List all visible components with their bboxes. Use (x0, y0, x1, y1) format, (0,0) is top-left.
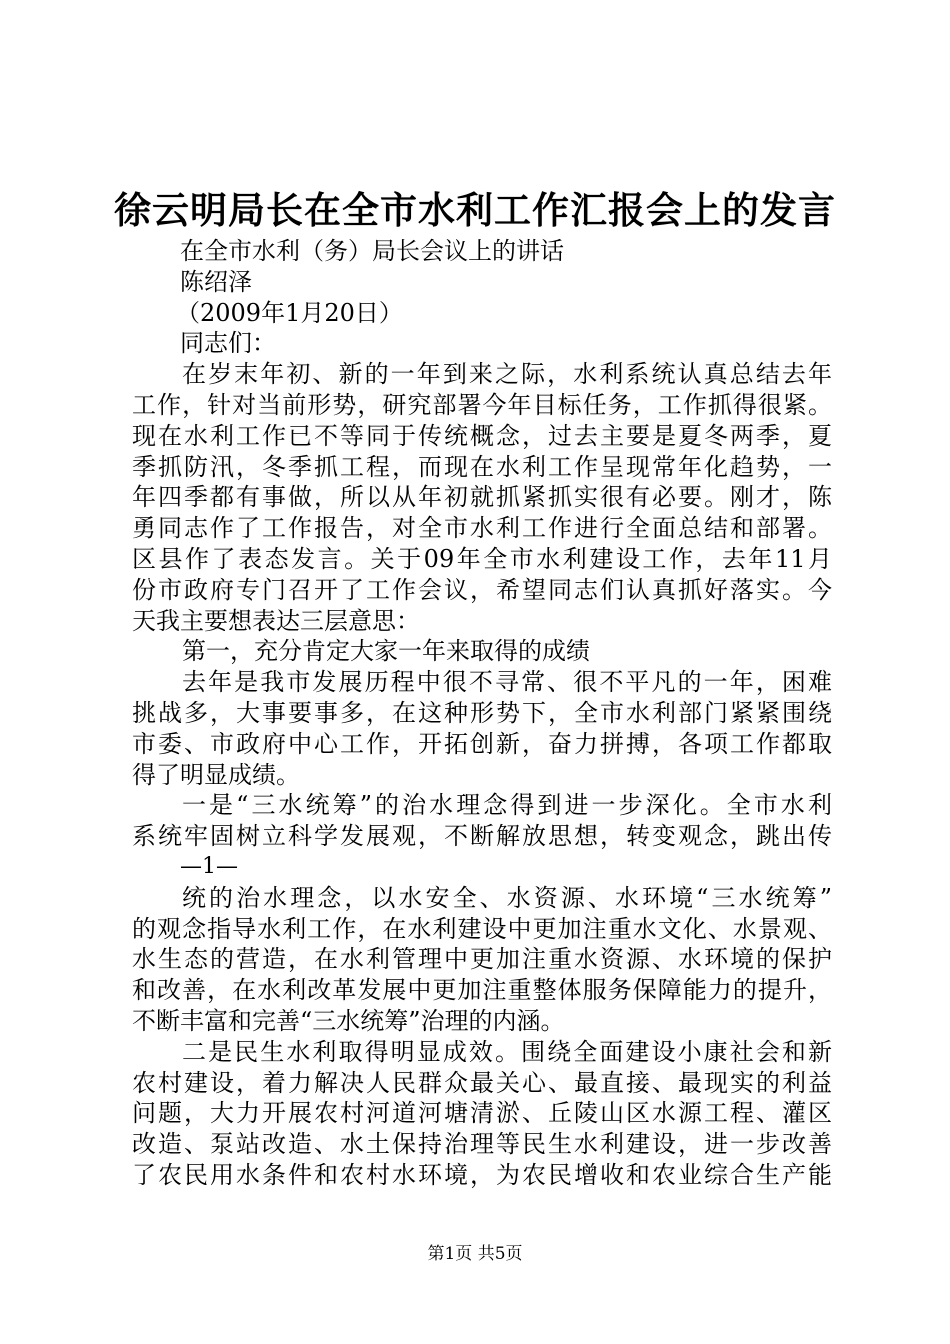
paragraph-line: 一是“三水统筹”的治水理念得到进一步深化。全市水利 (182, 791, 832, 820)
document-body (132, 236, 832, 1191)
salutation-line: 同志们： (180, 329, 276, 358)
paragraph-line: 工作，针对当前形势，研究部署今年目标任务，工作抓得很紧。 (132, 390, 832, 419)
paragraph-line: 改造、泵站改造、水土保持治理等民生水利建设，进一步改善 (132, 1130, 832, 1159)
paragraph-line: 挑战多，大事要事多，在这种形势下，全市水利部门紧紧围绕 (132, 698, 832, 727)
paragraph-line: 系统牢固树立科学发展观，不断解放思想，转变观念，跳出传 (132, 822, 832, 851)
paragraph-line: 了农民用水条件和农村水环境，为农民增收和农业综合生产能 (132, 1160, 832, 1189)
section-heading: 第一，充分肯定大家一年来取得的成绩 (182, 637, 590, 666)
paragraph-line: 的观念指导水利工作，在水利建设中更加注重水文化、水景观、 (132, 914, 832, 943)
page-footer: 第1页 共5页 (427, 1244, 523, 1264)
paragraph-line: 问题，大力开展农村河道河塘清淤、丘陵山区水源工程、灌区 (132, 1099, 832, 1128)
paragraph-line: 和改善，在水利改革发展中更加注重整体服务保障能力的提升， (132, 976, 832, 1005)
paragraph-line: 得了明显成绩。 (132, 760, 300, 789)
paragraph-line: 现在水利工作已不等同于传统概念，过去主要是夏冬两季，夏 (132, 421, 832, 450)
paragraph-line: 区县作了表态发言。关于09年全市水利建设工作，去年11月 (132, 544, 832, 573)
paragraph-line: 去年是我市发展历程中很不寻常、很不平凡的一年，困难 (182, 668, 832, 697)
paragraph-line: 市委、市政府中心工作，开拓创新，奋力拼搏，各项工作都取 (132, 729, 832, 758)
paragraph-line: 水生态的营造，在水利管理中更加注重水资源、水环境的保护 (132, 945, 832, 974)
subtitle-line: 在全市水利（务）局长会议上的讲话 (180, 237, 564, 265)
paragraph-line: 季抓防汛，冬季抓工程，而现在水利工作呈现常年化趋势，一 (132, 452, 832, 481)
author-line: 陈绍泽 (180, 267, 252, 296)
paragraph-line: 天我主要想表达三层意思： (132, 606, 420, 635)
paragraph-line: 份市政府专门召开了工作会议，希望同志们认真抓好落实。今 (132, 575, 832, 604)
paragraph-line: 年四季都有事做，所以从年初就抓紧抓实很有必要。刚才，陈 (132, 483, 832, 512)
paragraph-line: 在岁末年初、新的一年到来之际，水利系统认真总结去年 (182, 360, 832, 389)
paragraph-line: 农村建设，着力解决人民群众最关心、最直接、最现实的利益 (132, 1068, 832, 1097)
paragraph-line: 不断丰富和完善“三水统筹”治理的内涵。 (132, 1006, 565, 1035)
paragraph-line: 二是民生水利取得明显成效。围绕全面建设小康社会和新 (182, 1037, 832, 1066)
date-line: （2009年1月20日） (176, 298, 403, 327)
document-title: 徐云明局长在全市水利工作汇报会上的发言 (114, 188, 836, 232)
inline-page-number: —1— (180, 853, 238, 879)
paragraph-line: 统的治水理念，以水安全、水资源、水环境“三水统筹” (182, 883, 832, 912)
paragraph-line: 勇同志作了工作报告，对全市水利工作进行全面总结和部署。 (132, 514, 832, 543)
